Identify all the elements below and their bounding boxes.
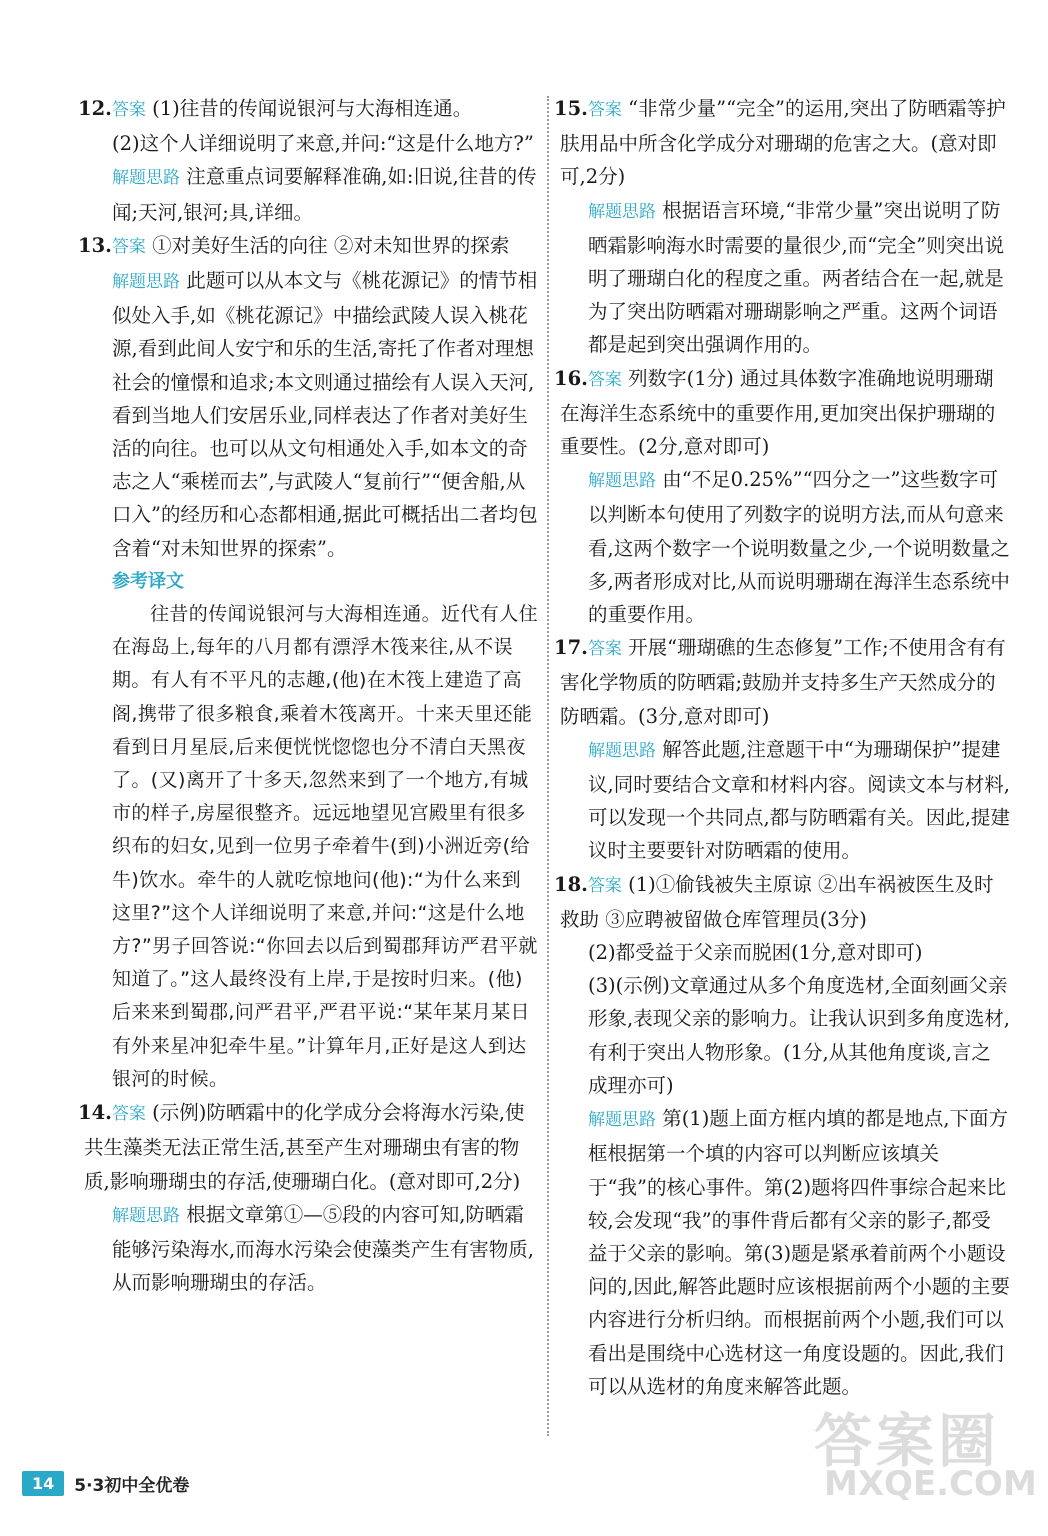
question-number: 16. (554, 366, 588, 390)
question-14 (78, 1096, 538, 1299)
answer-tag: 答案 (587, 875, 622, 896)
answer-tag: 答案 (587, 369, 622, 390)
answer-tag: 答案 (111, 236, 146, 257)
watermark-text: 答案圈 (814, 1407, 1001, 1475)
reference-translation-title: 参考译文 (112, 570, 184, 592)
question-number: 14. (78, 1101, 112, 1125)
tip-text: 注意重点词要解释准确,如:旧说,往昔的传闻;天河,银河;具,详细。 (112, 165, 537, 224)
page-number: 14 (22, 1471, 64, 1496)
answer-text: 开展“珊瑚礁的生态修复”工作;不使用含有有害化学物质的防晒霜;鼓励并支持多生产天然成分的防晒霜。(3分,意对即可) (560, 636, 1006, 728)
tip-text: 解答此题,注意题干中“为珊瑚保护”提建议,同时要结合文章和材料内容。阅读文本与材料,可以发现一个共同点,都与防晒霜有关。因此,提建议时主要要针对防晒霜的使用。 (588, 737, 1010, 863)
page-footer (22, 1471, 189, 1496)
tip-text: 根据文章第①—⑤段的内容可知,防晒霜能够污染海水,而海水污染会使藻类产生有害物质,从而影响珊瑚虫的存活。 (112, 1202, 534, 1295)
answer-text: (2)这个人详细说明了来意,并问:“这是什么地方?” (112, 132, 534, 156)
question-17 (554, 631, 1010, 867)
tip-text: 根据语言环境,“非常少量”突出说明了防晒霜影响海水时需要的量很少,而“完全”则突出说明了珊瑚白化的程度之重。两者结合在一起,就是为了突出防晒霜对珊瑚影响之严重。这两个词语都是起到突出强调作用的。 (588, 198, 1005, 357)
answer-text: (1)往昔的传闻说银河与大海相连通。 (152, 97, 473, 120)
answer-tag: 答案 (111, 100, 146, 120)
tip-tag: 解题思路 (588, 740, 656, 761)
watermark-url: MXQE.COM (824, 1464, 1037, 1504)
question-number: 18. (554, 872, 588, 896)
tip-tag: 解题思路 (588, 201, 656, 222)
column-divider (547, 96, 549, 1436)
question-12 (78, 92, 538, 229)
question-18 (554, 868, 1010, 1403)
answer-tag: 答案 (587, 100, 622, 120)
watermark-logo (814, 1394, 1037, 1514)
tip-tag: 解题思路 (588, 471, 656, 492)
tip-tag: 解题思路 (112, 272, 180, 293)
question-13 (78, 229, 539, 1096)
reference-translation-text: 往昔的传闻说银河与大海相连通。近代有人住在海岛上,每年的八月都有漂浮木筏来往,从不误期。有人有不平凡的志趣,(他)在木筏上建造了高阁,携带了很多粮食,乘着木筏离开。十来天里还能看到日月星辰,后来便恍恍惚惚也分不清白天黑夜了。(又)离开了十多天,忽然来到了一个地方,有城市的样子,房屋很整齐。远远地望见宫殿里有很多织布的妇女,见到一位男子牵着牛(到)小洲近旁(给牛)饮水。牵牛的人就吃惊地问(他):“为什么来到这里?”这个人详细说明了来意,并问:“这是什么地方?”男子回答说:“你回去以后到蜀郡拜访严君平就知道了。”这人最终没有上岸,于是按时归来。(他)后来来到蜀郡,问严君平,严君平说:“某年某月某日有外来星冲犯牵牛星。”计算年月,正好是这人到达银河的时候。 (112, 603, 539, 1090)
answer-text: (1)①偷钱被失主原谅 ②出车祸被医生及时救助 ③应聘被留做仓库管理员(3分) (560, 872, 994, 931)
answer-text: 列数字(1分) 通过具体数字准确地说明珊瑚在海洋生态系统中的重要作用,更加突出保护珊瑚的重要性。(2分,意对即可) (560, 366, 996, 459)
answer-text: “非常少量”“完全”的运用,突出了防晒霜等护肤用品中所含化学成分对珊瑚的危害之大。(意对即可,2分) (560, 97, 1006, 189)
tip-text: 第(1)题上面方框内填的都是地点,下面方框根据第一个填的内容可以判断应该填关于“我”的核心事件。第(2)题将四件事综合起来比较,会发现“我”的事件背后都有父亲的影子,都受益于父亲的影响。第(3)题是紧承着前两个小题设问的,因此,解答此题时应该根据前两个小题的主要内容进行分析归纳。而根据前两个小题,我们可以看出是围绕中心选材这一角度设题的。因此,我们可以从选材的角度来解答此题。 (588, 1107, 1010, 1398)
left-column (78, 92, 539, 1299)
answer-text: ①对美好生活的向往 ②对未知世界的探索 (152, 233, 510, 257)
right-column (554, 92, 1010, 1403)
book-brand: 5·3初中全优卷 (74, 1476, 190, 1496)
question-number: 12. (78, 97, 112, 120)
question-16 (554, 362, 1010, 632)
answer-text: (3)(示例)文章通过从多个角度选材,全面刻画父亲形象,表现父亲的影响力。让我认识到多角度选材,有利于突出人物形象。(1分,从其他角度谈,言之成理亦可) (588, 974, 1010, 1097)
tip-tag: 解题思路 (112, 1205, 180, 1226)
tip-text: 此题可以从本文与《桃花源记》的情节相似处入手,如《桃花源记》中描绘武陵人误入桃花源,看到此间人安宁和乐的生活,寄托了作者对理想社会的憧憬和追求;本文则通过描绘有人误入天河,看到当地人们安居乐业,同样表达了作者对美好生活的向往。也可以从文句相通处入手,如本文的奇志之人“乘槎而去”,与武陵人“复前行”“便舍船,从口入”的经历和心态都相通,据此可概括出二者均包含着“对未知世界的探索”。 (112, 269, 538, 560)
answer-text: (示例)防晒霜中的化学成分会将海水污染,使共生藻类无法正常生活,甚至产生对珊瑚虫有害的物质,影响珊瑚虫的存活,使珊瑚白化。(意对即可,2分) (84, 1101, 525, 1193)
question-number: 15. (554, 97, 588, 120)
answer-tag: 答案 (111, 1104, 146, 1125)
answer-tag: 答案 (587, 639, 622, 660)
answer-text: (2)都受益于父亲而脱困(1分,意对即可) (588, 941, 923, 965)
tip-text: 由“不足0.25%”“四分之一”这些数字可以判断本句使用了列数字的说明方法,而从句意来看,这两个数字一个说明数量之少,一个说明数量之多,两者形成对比,从而说明珊瑚在海洋生态系统中的重要作用。 (588, 468, 1010, 627)
tip-tag: 解题思路 (588, 1110, 656, 1131)
question-number: 13. (78, 233, 112, 257)
question-15 (554, 92, 1010, 362)
tip-tag: 解题思路 (112, 168, 180, 189)
question-number: 17. (554, 636, 588, 660)
